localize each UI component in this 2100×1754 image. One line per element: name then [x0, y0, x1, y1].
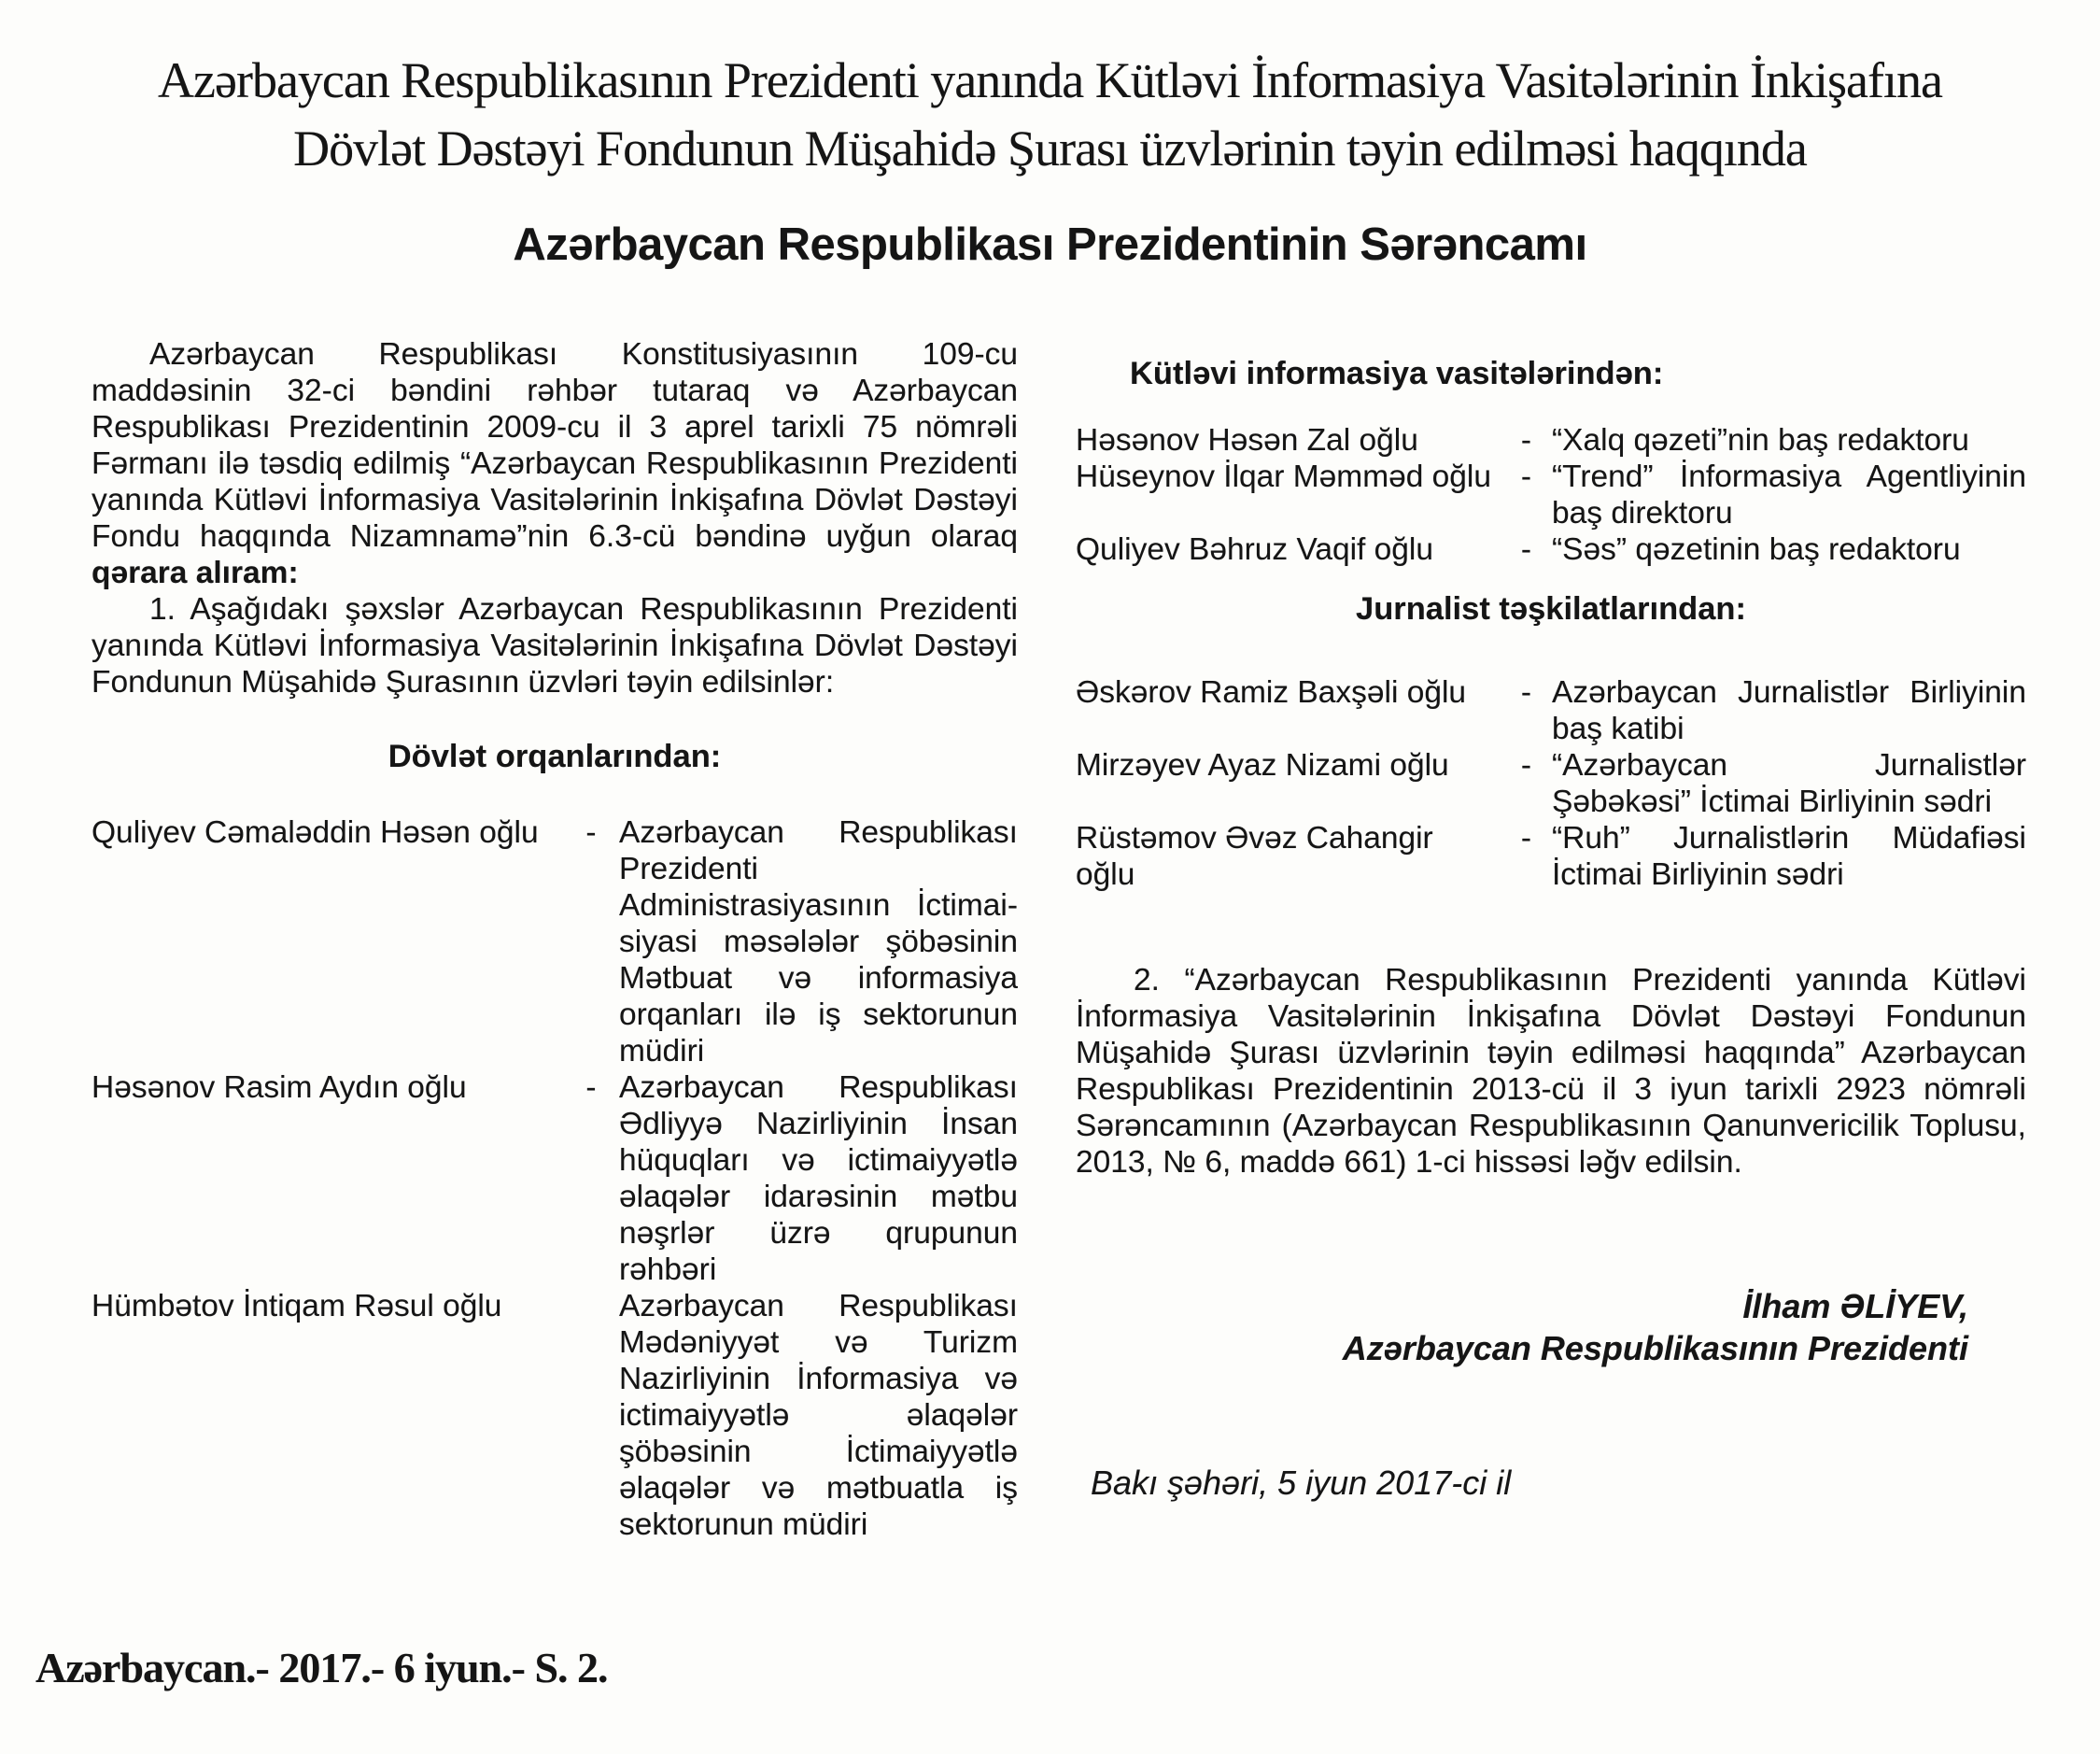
- member-name: Həsənov Rasim Aydın oğlu: [92, 1070, 467, 1105]
- member-position: “Azərbaycan Jurnalistlər Şəbəkəsi” İctimai Birliyinin sədri: [1552, 748, 2026, 819]
- signature-block: [1076, 1285, 2026, 1369]
- journalist-member-list: [1076, 674, 2026, 893]
- intro-paragraph: [92, 336, 1018, 591]
- dash-separator: -: [1520, 532, 1532, 567]
- member-name: Hüseynov İlqar Məmməd oğlu: [1076, 460, 1492, 494]
- member-name: Əskərov Ramiz Baxşəli oğlu: [1076, 675, 1467, 710]
- dash-separator: -: [1520, 748, 1532, 783]
- member-position: Azərbaycan Respublikası Mədəniyyət və Turizm Nazirliyinin İnformasiya və ictimaiyyətlə əlaqələr şöbəsinin İctimaiyyətlə əlaqələr və mətbuatla iş sektorunun müdiri: [619, 1289, 1018, 1542]
- section-heading-state-organs: Dövlət orqanlarından:: [388, 739, 722, 774]
- section-heading-media: Kütləvi informasiya vasitələrindən:: [1130, 356, 1664, 391]
- document-title-line2: Dövlət Dəstəyi Fondunun Müşahidə Şurası üzvlərinin təyin edilməsi haqqında: [293, 120, 1807, 177]
- member-position: “Ruh” Jurnalistlərin Müdafiəsi İctimai Birliyinin sədri: [1552, 821, 2026, 892]
- item2-paragraph: 2. “Azərbaycan Respublikasının Prezidenti yanında Kütləvi İnformasiya Vasitələrinin İnkişafına Dövlət Dəstəyi Fondunun Müşahidə Şurası üzvlərinin təyin edilməsi haqqında” Azərbaycan Respublikası Prezidentinin 2013-cü il 3 iyun tarixli 2923 nömrəli Sərəncamının (Azərbaycan Respublikasının Qanunvericilik Toplusu, 2013, № 6, maddə 661) 1-ci hissəsi ləğv edilsin.: [1076, 963, 2026, 1180]
- document-title: [0, 0, 2100, 183]
- member-position: Azərbaycan Respublikası Ədliyyə Nazirliyinin İnsan hüquqları və ictimaiyyətlə əlaqələr idarəsinin mətbu nəşrlər üzrə qrupunun rəhbəri: [619, 1070, 1018, 1287]
- member-position: “Trend” İnformasiya Agentliyinin baş direktoru: [1552, 460, 2026, 530]
- dash-separator: -: [1520, 460, 1532, 494]
- member-name: Həsənov Həsən Zal oğlu: [1076, 423, 1418, 458]
- member-name: Rüstəmov Əvəz Cahangir oğlu: [1076, 821, 1433, 892]
- dash-separator: -: [1520, 423, 1532, 458]
- two-column-body: [0, 336, 2100, 1543]
- dateline: Bakı şəhəri, 5 iyun 2017-ci il: [1091, 1464, 1512, 1502]
- dash-separator: -: [585, 815, 597, 850]
- member-name: Mirzəyev Ayaz Nizami oğlu: [1076, 748, 1449, 783]
- document-subtitle: Azərbaycan Respublikası Prezidentinin Sərəncamı: [513, 219, 1587, 270]
- document-title-line1: Azərbaycan Respublikasının Prezidenti yanında Kütləvi İnformasiya Vasitələrinin İnkişafına: [158, 52, 1942, 108]
- dash-separator: -: [1520, 821, 1532, 856]
- member-position: Azərbaycan Jurnalistlər Birliyinin baş katibi: [1552, 675, 2026, 746]
- signature-name: İlham ƏLİYEV,: [1742, 1287, 1968, 1325]
- media-member-list: [1076, 422, 2026, 568]
- signature-title: Azərbaycan Respublikasının Prezidenti: [1342, 1329, 1968, 1367]
- intro-paragraph-text: Azərbaycan Respublikası Konstitusiyasının 109-cu maddəsinin 32-ci bəndini rəhbər tutaraq və Azərbaycan Respublikası Prezidentinin 2009-cu il 3 aprel tarixli 75 nömrəli Fərmanı ilə təsdiq edilmiş “Azərbaycan Respublikasının Prezidenti yanında Kütləvi İnformasiya Vasitələrinin İnkişafına Dövlət Dəstəyi Fondu haqqında Nizamnamə”nin 6.3-cü bəndinə uyğun olaraq: [92, 337, 1018, 554]
- dash-separator: -: [1520, 675, 1532, 710]
- right-column: [1076, 336, 2026, 1504]
- section-heading-journalists: Jurnalist təşkilatlarından:: [1356, 591, 1746, 627]
- source-citation: Azərbaycan.- 2017.- 6 iyun.- S. 2.: [35, 1644, 608, 1691]
- state-organs-member-list: [92, 814, 1018, 1543]
- item1-paragraph: 1. Aşağıdakı şəxslər Azərbaycan Respublikasının Prezidenti yanında Kütləvi İnformasiya Vasitələrinin İnkişafına Dövlət Dəstəyi Fondunun Müşahidə Şurasının üzvləri təyin edilsinlər:: [92, 592, 1018, 700]
- member-position: “Səs” qəzetinin baş redaktoru: [1552, 532, 1961, 567]
- dash-separator: -: [585, 1070, 597, 1105]
- member-position: “Xalq qəzeti”nin baş redaktoru: [1552, 423, 1969, 458]
- left-column: [92, 336, 1018, 1543]
- member-name: Hümbətov İntiqam Rəsul oğlu: [92, 1289, 502, 1323]
- member-position: Azərbaycan Respublikası Prezidenti Administrasiyasının İctimai-siyasi məsələlər şöbəsinin Mətbuat və informasiya orqanları ilə iş sektorunun müdiri: [619, 815, 1018, 1068]
- member-name: Quliyev Bəhruz Vaqif oğlu: [1076, 532, 1433, 567]
- dash-separator: [563, 1288, 619, 1543]
- member-name: Quliyev Cəmaləddin Həsən oğlu: [92, 815, 539, 850]
- intro-paragraph-bold-phrase: qərara alıram:: [92, 556, 299, 590]
